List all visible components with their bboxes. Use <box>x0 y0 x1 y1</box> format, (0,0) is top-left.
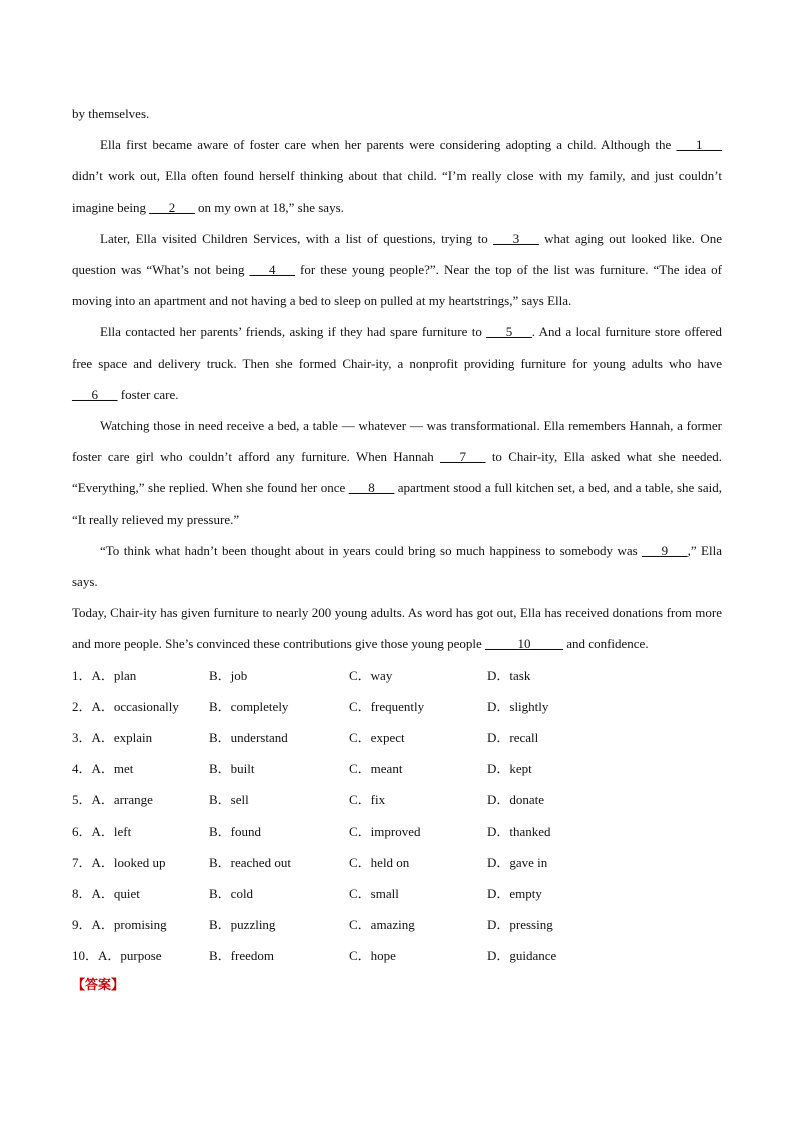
option-d: D．guidance <box>487 948 557 964</box>
option-c: C．small <box>349 885 399 901</box>
option-c: C．improved <box>349 823 421 839</box>
option-a: 7．A．looked up <box>72 854 166 870</box>
paragraph-text: what aging out looked like. One question was “What’s not being <box>72 230 722 278</box>
option-b: B．built <box>209 761 255 777</box>
option-d: D．thanked <box>487 823 551 839</box>
option-row-4 <box>72 753 722 784</box>
option-a: 5．A．arrange <box>72 792 153 808</box>
option-c: C．expect <box>349 730 405 746</box>
option-d: D．recall <box>487 730 539 746</box>
paragraph-text: foster care. <box>117 386 179 402</box>
blank-7: ___7___ <box>440 449 486 465</box>
paragraph-text: apartment stood a full kitchen set, a bed, and a table, she said, “It really relieved my pressure.” <box>72 480 722 527</box>
option-b: B．completely <box>209 698 289 714</box>
document-page <box>72 98 722 998</box>
option-row-1 <box>72 660 722 691</box>
blank-9: ___9___ <box>642 542 688 558</box>
paragraph-text: Today, Chair-ity has given furniture to nearly 200 young adults. As word has got out, Ella has received donations from more and more people. She’s convinced these contributions give those young people <box>72 605 722 652</box>
option-b: B．cold <box>209 885 254 901</box>
option-c: C．way <box>349 667 393 683</box>
blank-5: ___5___ <box>486 324 532 340</box>
blank-6: ___6___ <box>72 386 118 402</box>
option-a: 9．A．promising <box>72 917 167 933</box>
option-c: C．amazing <box>349 917 415 933</box>
option-a: 10．A．purpose <box>72 948 162 964</box>
paragraph-text: to Chair-ity, Ella asked what she needed. “Everything,” she replied. When she found her once <box>72 449 722 496</box>
option-b: B．freedom <box>209 948 274 964</box>
option-c: C．fix <box>349 792 386 808</box>
paragraph-text: Watching those in need receive a bed, a table — whatever — was transformational. Ella remembers Hannah, a former foster care girl who couldn’t afford any furniture. When Hannah <box>72 418 722 465</box>
paragraph-text: Later, Ella visited Children Services, with a list of questions, trying to <box>100 230 494 246</box>
paragraph-text: by themselves. <box>72 106 150 121</box>
options-list <box>72 660 722 972</box>
blank-4: ___4___ <box>249 262 295 278</box>
option-row-3 <box>72 722 722 753</box>
option-row-7 <box>72 847 722 878</box>
option-row-2 <box>72 691 722 722</box>
option-a: 1．A．plan <box>72 667 137 683</box>
passage-paragraph-3 <box>72 316 722 410</box>
blank-8: ___8___ <box>348 480 395 496</box>
blank-1: ___1___ <box>676 137 722 153</box>
option-b: B．job <box>209 667 248 683</box>
option-d: D．kept <box>487 761 532 777</box>
option-row-6 <box>72 816 722 847</box>
blank-3: ___3___ <box>493 230 539 246</box>
paragraph-text: Ella contacted her parents’ friends, asking if they had spare furniture to <box>100 324 487 340</box>
passage-paragraph-5 <box>72 535 722 597</box>
option-row-9 <box>72 909 722 940</box>
option-d: D．gave in <box>487 854 548 870</box>
paragraph-text: and confidence. <box>563 636 649 652</box>
blank-10: _____10_____ <box>485 636 564 652</box>
paragraph-text: ,” Ella says. <box>72 542 722 590</box>
option-b: B．understand <box>209 730 288 746</box>
answer-label: 【答案】 <box>72 977 125 993</box>
passage-paragraph-1 <box>72 129 722 223</box>
option-b: B．found <box>209 823 262 839</box>
option-b: B．sell <box>209 792 249 808</box>
option-row-10 <box>72 940 722 971</box>
passage-paragraph-2 <box>72 223 722 317</box>
option-a: 3．A．explain <box>72 730 153 746</box>
paragraph-text: didn’t work out, Ella often found herself thinking about that child. “I’m really close with my family, and just couldn’t imagine being <box>72 168 722 215</box>
option-b: B．reached out <box>209 854 291 870</box>
option-c: C．hope <box>349 948 396 964</box>
option-c: C．held on <box>349 854 410 870</box>
option-row-5 <box>72 784 722 815</box>
passage-paragraph-0 <box>72 98 722 129</box>
option-row-8 <box>72 878 722 909</box>
option-a: 8．A．quiet <box>72 885 140 901</box>
option-d: D．slightly <box>487 698 549 714</box>
paragraph-text: Ella first became aware of foster care when her parents were considering adopting a child. Although the <box>100 137 677 153</box>
option-c: C．meant <box>349 761 403 777</box>
paragraph-text: on my own at 18,” she says. <box>194 199 344 215</box>
option-b: B．puzzling <box>209 917 276 933</box>
option-d: D．task <box>487 667 531 683</box>
option-d: D．empty <box>487 885 542 901</box>
passage-paragraph-6 <box>72 597 722 659</box>
option-a: 4．A．met <box>72 761 134 777</box>
blank-2: ___2___ <box>149 199 195 215</box>
option-c: C．frequently <box>349 698 425 714</box>
option-d: D．pressing <box>487 917 553 933</box>
option-a: 6．A．left <box>72 823 132 839</box>
paragraph-text: . And a local furniture store offered free space and delivery truck. Then she formed Chair-ity, a nonprofit providing furniture for young adults who have <box>72 324 722 371</box>
option-d: D．donate <box>487 792 545 808</box>
option-a: 2．A．occasionally <box>72 698 179 714</box>
paragraph-text: for these young people?”. Near the top of the list was furniture. “The idea of moving into an apartment and not having a bed to sleep on pulled at my heartstrings,” says Ella. <box>72 262 722 309</box>
paragraph-text: “To think what hadn’t been thought about in years could bring so much happiness to somebody was <box>100 542 643 558</box>
passage-paragraph-4 <box>72 410 722 535</box>
